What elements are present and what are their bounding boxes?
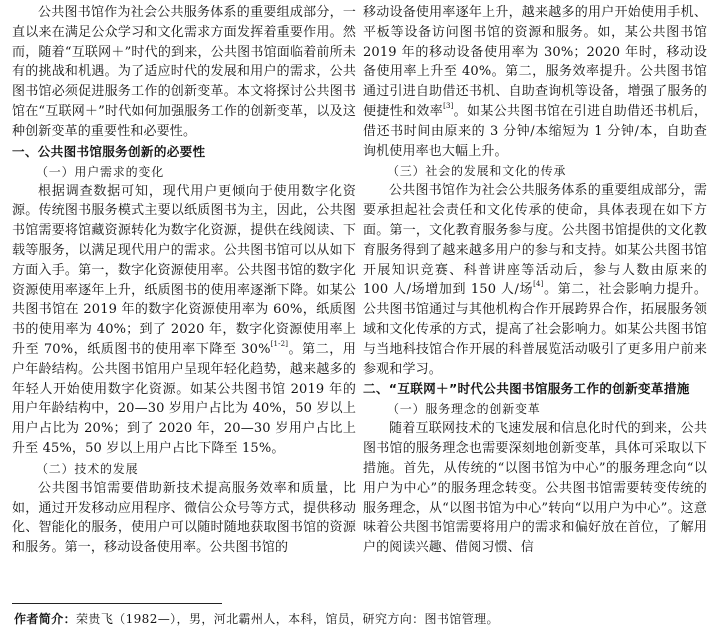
user-demand-text-b: 。第二，用户年龄结构。公共图书馆用户呈现年轻化趋势，越来越多的年轻人开始使用数字化资源。如某公共图书馆 2019 年的用户年龄结构中，20—30 岁用户占比为 40%，50 岁以上用户占比为 20%；到了 2020 年，20—30 岁用户占比上升至 45%，50 岁以上用户占比下降至 15%。 (12, 341, 356, 456)
service-concept-paragraph: 随着互联网技术的飞速发展和信息化时代的到来，公共图书馆的服务理念也需要深刻地创新变革，具体可采取以下措施。首先，从传统的“以图书馆为中心”的服务理念向“以用户为中心”的服务理念转变。公共图书馆需要转变传统的服务理念，从“以图书馆为中心”转向“以用户为中心”。这意味着公共图书馆需要将用户的需求和偏好放在首位，了解用户的阅读兴趣、借阅习惯、信 (363, 421, 707, 556)
mobile-usage-text-a: 移动设备使用率逐年上升，越来越多的用户开始使用手机、平板等设备访问图书馆的资源和服务。如，某公共图书馆 2019 年的移动设备使用率为 30%；2020 年时，移动设备使用率上升至 40%。第二，服务效率提升。公共图书馆通过引进自助借还书机、自助查询机等设备，增强了服务的便捷性和效率 (363, 5, 707, 119)
mobile-usage-text-b: 。如某公共图书馆在引进自助借还书机后，借还书时间由原来的 3 分钟/本缩短为 1 分钟/本，自助查询机使用率也大幅上升。 (363, 103, 707, 159)
mobile-usage-paragraph (363, 3, 707, 161)
subsection-heading-2: （二）技术的发展 (36, 461, 139, 476)
left-column (12, 3, 356, 558)
author-footnote (14, 610, 499, 628)
right-column (363, 3, 707, 558)
section-heading-1: 一、公共图书馆服务创新的必要性 (12, 143, 206, 159)
intro-paragraph: 公共图书馆作为社会公共服务体系的重要组成部分，一直以来在满足公众学习和文化需求方面发挥着重要作用。然而，随着“互联网＋”时代的到来，公共图书馆面临着前所未有的挑战和机遇。为了适应时代的发展和用户的需求，公共图书馆必须促进服务工作的创新变革。本文将探讨公共图书馆在“互联网＋”时代如何加强服务工作的创新变革，以及这种创新变革的重要性和必要性。 (12, 5, 356, 139)
section-heading-2: 二、“互联网＋”时代公共图书馆服务工作的创新变革措施 (363, 381, 690, 397)
subsection-heading-3: （三）社会的发展和文化的传承 (387, 164, 567, 179)
author-footnote-text: 荣贵飞（1982—），男，河北霸州人，本科，馆员，研究方向：图书馆管理。 (76, 612, 499, 626)
subsection-heading-1: （一）用户需求的变化 (36, 164, 165, 179)
user-demand-paragraph (12, 182, 356, 459)
citation-3: [3] (443, 101, 454, 110)
author-footnote-label: 作者简介： (14, 612, 77, 626)
culture-text-a: 公共图书馆作为社会公共服务体系的重要组成部分，需要承担起社会责任和文化传承的使命，具体表现在如下方面。第一，文化教育服务参与度。公共图书馆提供的文化教育服务得到了越来越多用户的参与和支持。如某公共图书馆开展知识竞赛、科普讲座等活动后，参与人数由原来的 100 人/场增加到 150 人/场 (363, 183, 707, 298)
user-demand-text-a: 根据调查数据可知，现代用户更倾向于使用数字化资源。传统图书服务模式主要以纸质图书为主，因此，公共图书馆需要将馆藏资源转化为数字化资源，提供在线阅读、下载等服务，以满足现代用户的需求。公共图书馆可以从如下方面入手。第一，数字化资源使用率。公共图书馆的数字化资源使用率逐年上升，纸质图书的使用率逐渐下降。如某公共图书馆在 2019 年的数字化资源使用率为 60%，纸质图书的使用率为 40%；到了 2020 年，数字化资源使用率上升至 70%，纸质图书的使用率下降至 30% (12, 183, 356, 357)
citation-1-2: [1-2] (270, 339, 289, 348)
technology-paragraph: 公共图书馆需要借助新技术提高服务效率和质量，比如，通过开发移动应用程序、微信公众号等方式，提供移动化、智能化的服务，使用户可以随时随地获取图书馆的资源和服务。第一，移动设备使用率。公共图书馆的 (12, 480, 356, 556)
footnote-divider (12, 603, 222, 604)
culture-paragraph (363, 181, 707, 379)
subsection-heading-4: （一）服务理念的创新变革 (387, 402, 541, 417)
citation-4: [4] (533, 280, 544, 289)
culture-text-b: 。第二，社会影响力提升。公共图书馆通过与其他机构合作开展跨界合作，拓展服务领域和文化传承的方式，提高了社会影响力。如某公共图书馆与当地科技馆合作开展的科普展览活动吸引了更多用户前来参观和学习。 (363, 282, 707, 377)
